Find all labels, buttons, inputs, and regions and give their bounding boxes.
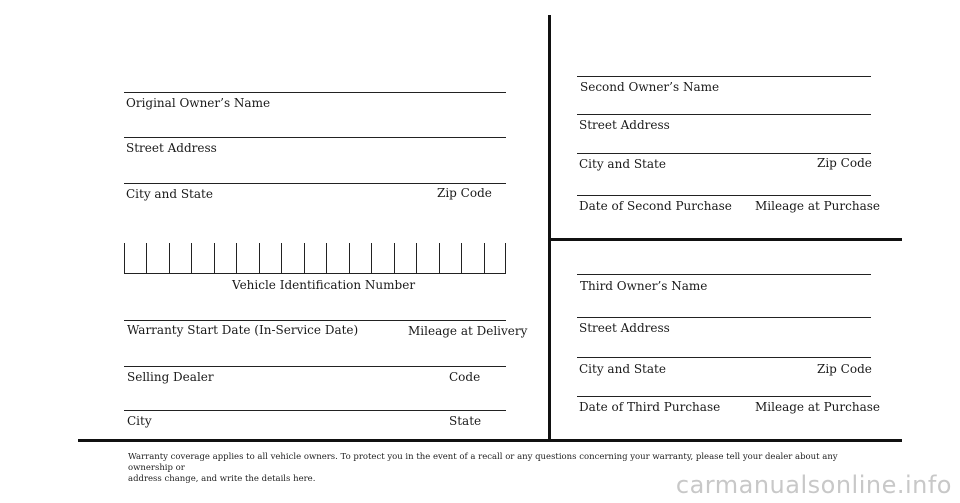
right-section-divider (548, 238, 902, 241)
second-purchase-date-label: Date of Second Purchase (579, 199, 732, 213)
vin-box-divider (304, 243, 305, 274)
warranty-start-label: Warranty Start Date (In-Service Date) (127, 323, 359, 337)
second-owner-name-label: Second Owner’s Name (580, 80, 720, 94)
vin-box-divider (214, 243, 215, 274)
second-owner-name-line[interactable] (577, 76, 871, 77)
vin-box-divider (461, 243, 462, 274)
original-street-line[interactable] (124, 137, 506, 138)
second-street-label: Street Address (579, 118, 670, 132)
warranty-start-line[interactable] (124, 320, 506, 321)
city-label: City (127, 414, 152, 428)
mileage-delivery-label: Mileage at Delivery (408, 324, 528, 338)
third-owner-name-line[interactable] (577, 274, 871, 275)
selling-dealer-label: Selling Dealer (127, 370, 214, 384)
original-street-label: Street Address (126, 141, 217, 155)
vin-baseline (124, 273, 506, 274)
third-purchase-line[interactable] (577, 396, 871, 397)
ownership-note-line1: Warranty coverage applies to all vehicle owners. To protect you in the event of a recall or any questions concerning your warranty, please tell your dealer about any ownership or (128, 452, 838, 473)
third-city-state-label: City and State (579, 362, 666, 376)
vin-box-divider (191, 243, 192, 274)
third-city-state-line[interactable] (577, 357, 871, 358)
vin-box-divider (326, 243, 327, 274)
vin-box-divider (439, 243, 440, 274)
ownership-note-line2: address change, and write the details here. (128, 474, 316, 484)
city-state-line[interactable] (124, 410, 506, 411)
original-owner-name-line[interactable] (124, 92, 506, 93)
vin-box-divider (124, 243, 125, 274)
vin-box-divider (505, 243, 506, 274)
second-street-line[interactable] (577, 114, 871, 115)
original-city-state-label: City and State (126, 187, 213, 201)
vin-box-divider (484, 243, 485, 274)
dealer-code-label: Code (449, 370, 481, 384)
bottom-divider (78, 439, 902, 442)
vin-box-divider (169, 243, 170, 274)
second-city-state-line[interactable] (577, 153, 871, 154)
vin-box-divider (281, 243, 282, 274)
vin-label: Vehicle Identification Number (232, 278, 416, 292)
second-zip-label: Zip Code (817, 156, 872, 170)
vin-entry-boxes[interactable] (124, 243, 506, 274)
third-purchase-date-label: Date of Third Purchase (579, 400, 721, 414)
third-street-label: Street Address (579, 321, 670, 335)
third-zip-label: Zip Code (817, 362, 872, 376)
vin-box-divider (371, 243, 372, 274)
third-owner-name-label: Third Owner’s Name (580, 279, 708, 293)
third-mileage-label: Mileage at Purchase (755, 400, 881, 414)
second-purchase-line[interactable] (577, 195, 871, 196)
second-city-state-label: City and State (579, 157, 666, 171)
watermark: carmanualsonline.info (675, 471, 952, 499)
original-city-state-line[interactable] (124, 183, 506, 184)
vin-box-divider (416, 243, 417, 274)
state-label: State (449, 414, 482, 428)
original-zip-label: Zip Code (437, 186, 492, 200)
vin-box-divider (349, 243, 350, 274)
vin-box-divider (236, 243, 237, 274)
third-street-line[interactable] (577, 317, 871, 318)
original-owner-name-label: Original Owner’s Name (126, 96, 271, 110)
vin-box-divider (394, 243, 395, 274)
second-mileage-label: Mileage at Purchase (755, 199, 881, 213)
vertical-divider (548, 15, 551, 441)
vin-box-divider (259, 243, 260, 274)
selling-dealer-line[interactable] (124, 366, 506, 367)
vin-box-divider (146, 243, 147, 274)
